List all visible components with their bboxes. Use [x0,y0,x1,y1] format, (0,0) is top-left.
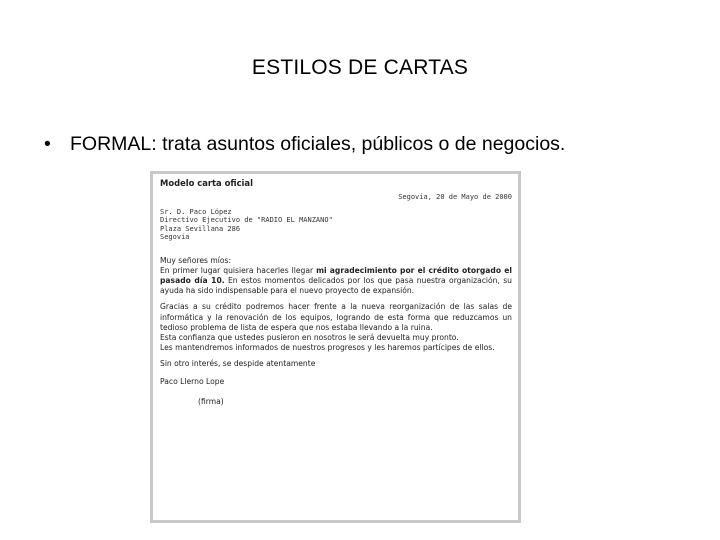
letter-closing: Sin otro interés, se despide atentamente [160,358,316,368]
letter-heading: Modelo carta oficial [160,178,253,188]
letter-address [160,208,512,242]
paragraph-text: En primer lugar quisiera hacerles llegar [160,266,317,276]
bullet-marker: • [44,133,51,155]
letter-sample [153,174,518,520]
bullet-item [44,133,565,156]
letter-image-frame [150,171,521,523]
letter-paragraph-3: Esta confianza que ustedes pusieron en nosotros le será devuelta muy pronto. [160,332,459,342]
slide-title: ESTILOS DE CARTAS [251,56,469,79]
signature-label: (firma) [198,397,224,407]
paragraph-text: En estos momentos delicados por los que pasa nuestra organización, su ayuda ha sido indispensable para el nuevo proyecto de expansión. [160,276,512,296]
address-line: Plaza Sevillana 286 [160,224,241,233]
letter-signer: Paco Llerno Lope [160,377,225,386]
letter-paragraph-1 [160,266,512,296]
letter-date: Segovia, 20 de Mayo de 2000 [398,193,512,202]
letter-salutation: Muy señores míos: [160,256,232,266]
bullet-text: FORMAL: trata asuntos oficiales, públicos o de negocios. [70,133,566,155]
address-line: Sr. D. Paco López [160,207,232,216]
address-line: Segovia [160,233,190,242]
paragraph-bold-text: mi agradecimiento por el crédito otorgado el pasado día 10. [160,266,512,286]
letter-paragraph-4: Les mantendremos informados de nuestros progresos y les haremos partícipes de ellos. [160,342,495,352]
letter-paragraph-2: Gracias a su crédito podremos hacer frente a la nueva reorganización de las salas de informática y la renovación de los equipos, logrando de esta forma que reduzcamos un tedioso problema de lista de espera que nos estaba llevando a la ruina. [160,302,512,332]
address-line: Directivo Ejecutivo de "RADIO EL MANZANO" [160,216,333,225]
